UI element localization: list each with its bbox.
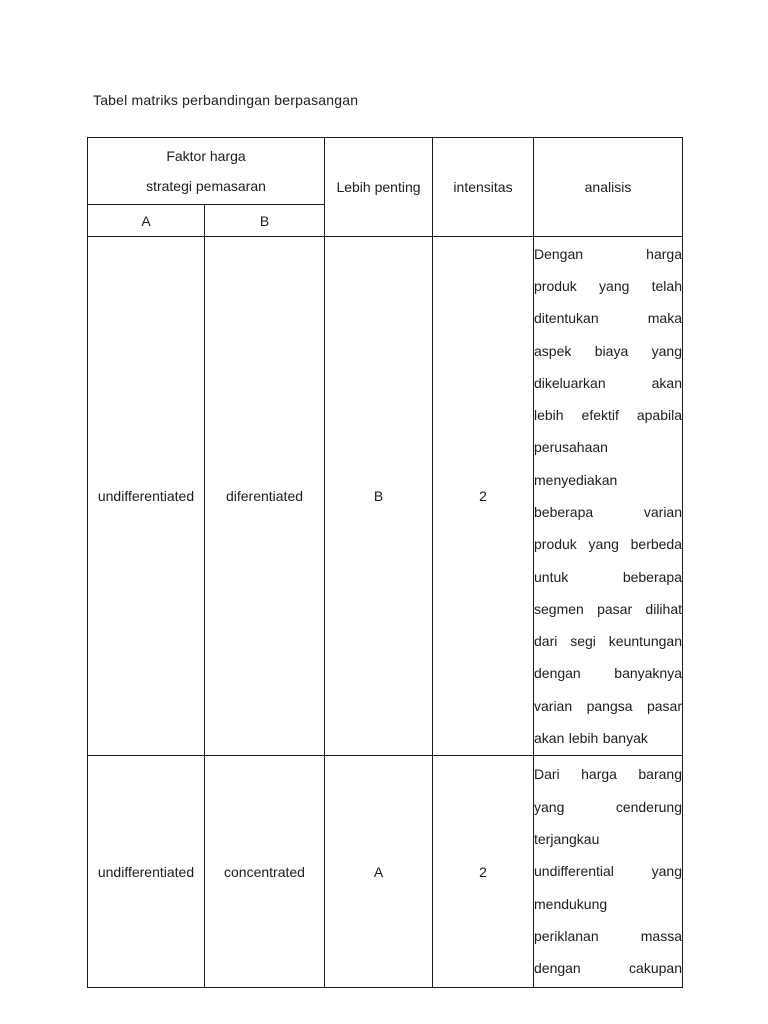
cell-factor-a: undifferentiated — [88, 237, 205, 756]
header-faktor-harga-line2: strategi pemasaran — [146, 178, 266, 194]
analysis-line: aspek biaya yang — [534, 342, 682, 359]
analysis-line: dikeluarkan akan — [534, 374, 682, 391]
analysis-line: yang cenderung — [534, 798, 682, 815]
analysis-line: produk yang telah — [534, 277, 682, 294]
analysis-line: dari segi keuntungan — [534, 633, 682, 650]
analysis-line: produk yang berbeda — [534, 536, 682, 553]
analysis-line: Dari harga barang — [534, 766, 682, 783]
cell-lebih-penting: B — [325, 237, 433, 756]
header-intensitas: intensitas — [433, 138, 534, 237]
header-sub-b: B — [205, 205, 325, 237]
header-sub-a: A — [88, 205, 205, 237]
analysis-line: perusahaan — [534, 439, 608, 456]
page-title: Tabel matriks perbandingan berpasangan — [93, 92, 359, 108]
analysis-line: akan lebih banyak — [534, 730, 648, 747]
analysis-line: mendukung — [534, 895, 608, 912]
analysis-line: lebih efektif apabila — [534, 407, 682, 424]
header-faktor-harga-line1: Faktor harga — [166, 148, 246, 164]
table-row — [88, 237, 683, 756]
analysis-line: varian pangsa pasar — [534, 697, 682, 714]
analysis-line: dengan cakupan — [534, 960, 682, 977]
cell-intensitas: 2 — [433, 756, 534, 988]
cell-intensitas: 2 — [433, 237, 534, 756]
header-row-group — [88, 138, 683, 205]
cell-factor-b: diferentiated — [205, 237, 325, 756]
analysis-line: terjangkau — [534, 831, 600, 848]
analysis-line: menyediakan — [534, 471, 618, 488]
analysis-line: dengan banyaknya — [534, 665, 682, 682]
header-faktor-harga — [88, 138, 325, 205]
cell-lebih-penting: A — [325, 756, 433, 988]
cell-analisis — [534, 237, 683, 756]
cell-analisis — [534, 756, 683, 988]
table-row — [88, 756, 683, 988]
pairwise-comparison-table — [87, 137, 683, 988]
header-analisis: analisis — [534, 138, 683, 237]
cell-factor-b: concentrated — [205, 756, 325, 988]
analysis-line: periklanan massa — [534, 927, 682, 944]
header-lebih-penting: Lebih penting — [325, 138, 433, 237]
analysis-line: segmen pasar dilihat — [534, 600, 682, 617]
cell-factor-a: undifferentiated — [88, 756, 205, 988]
analysis-line: beberapa varian — [534, 504, 682, 520]
analysis-line: ditentukan maka — [534, 310, 682, 327]
analysis-line: undifferential yang — [534, 863, 682, 880]
analysis-line: untuk beberapa — [534, 568, 682, 585]
analysis-line: Dengan harga — [534, 245, 682, 262]
